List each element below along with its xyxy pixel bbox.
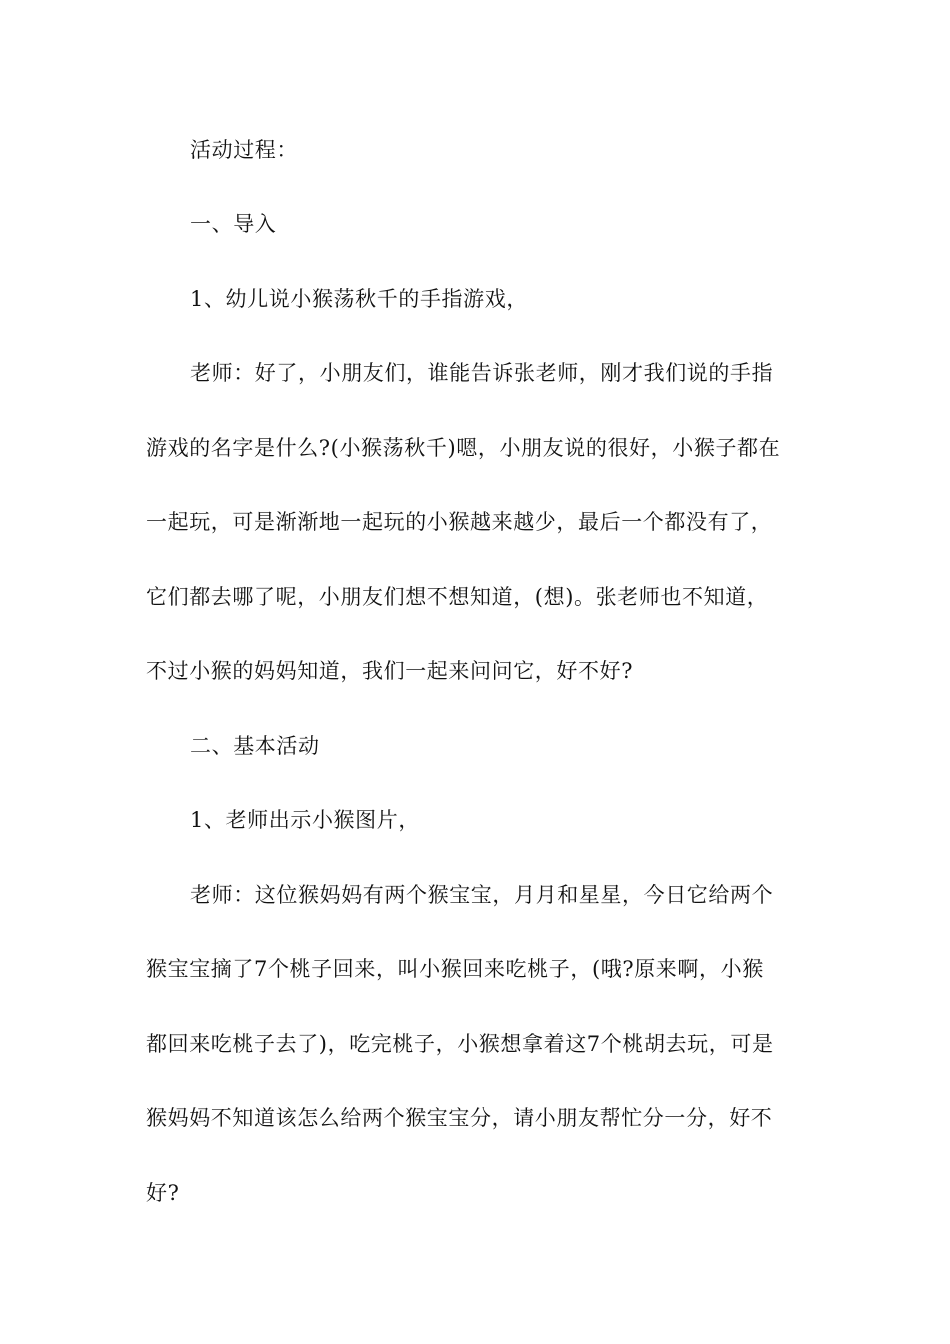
paragraph-line: 都回来吃桃子去了)，吃完桃子，小猴想拿着这7个桃胡去玩，可是 [146, 1032, 774, 1056]
section-heading-basic-activity: 二、基本活动 [190, 734, 320, 758]
paragraph-line: 1、幼儿说小猴荡秋千的手指游戏， [190, 287, 528, 311]
paragraph-line: 老师：这位猴妈妈有两个猴宝宝，月月和星星，今日它给两个 [190, 883, 774, 907]
paragraph-line: 不过小猴的妈妈知道，我们一起来问问它，好不好? [146, 659, 634, 683]
paragraph-line: 它们都去哪了呢，小朋友们想不想知道，(想)。张老师也不知道， [146, 585, 769, 609]
paragraph-line: 一起玩，可是渐渐地一起玩的小猴越来越少，最后一个都没有了， [146, 510, 773, 534]
paragraph-line: 游戏的名字是什么?(小猴荡秋千)嗯，小朋友说的很好，小猴子都在 [146, 436, 781, 460]
paragraph-line: 1、老师出示小猴图片， [190, 808, 420, 832]
section-heading-introduction: 一、导入 [190, 212, 277, 236]
paragraph-line: 猴妈妈不知道该怎么给两个猴宝宝分，请小朋友帮忙分一分，好不 [146, 1106, 773, 1130]
paragraph-line: 猴宝宝摘了7个桃子回来，叫小猴回来吃桃子，(哦?原来啊，小猴 [146, 957, 764, 981]
paragraph-line: 老师：好了，小朋友们，谁能告诉张老师，刚才我们说的手指 [190, 361, 774, 385]
section-heading-activity-process: 活动过程： [190, 138, 298, 162]
paragraph-line: 好? [146, 1181, 180, 1205]
